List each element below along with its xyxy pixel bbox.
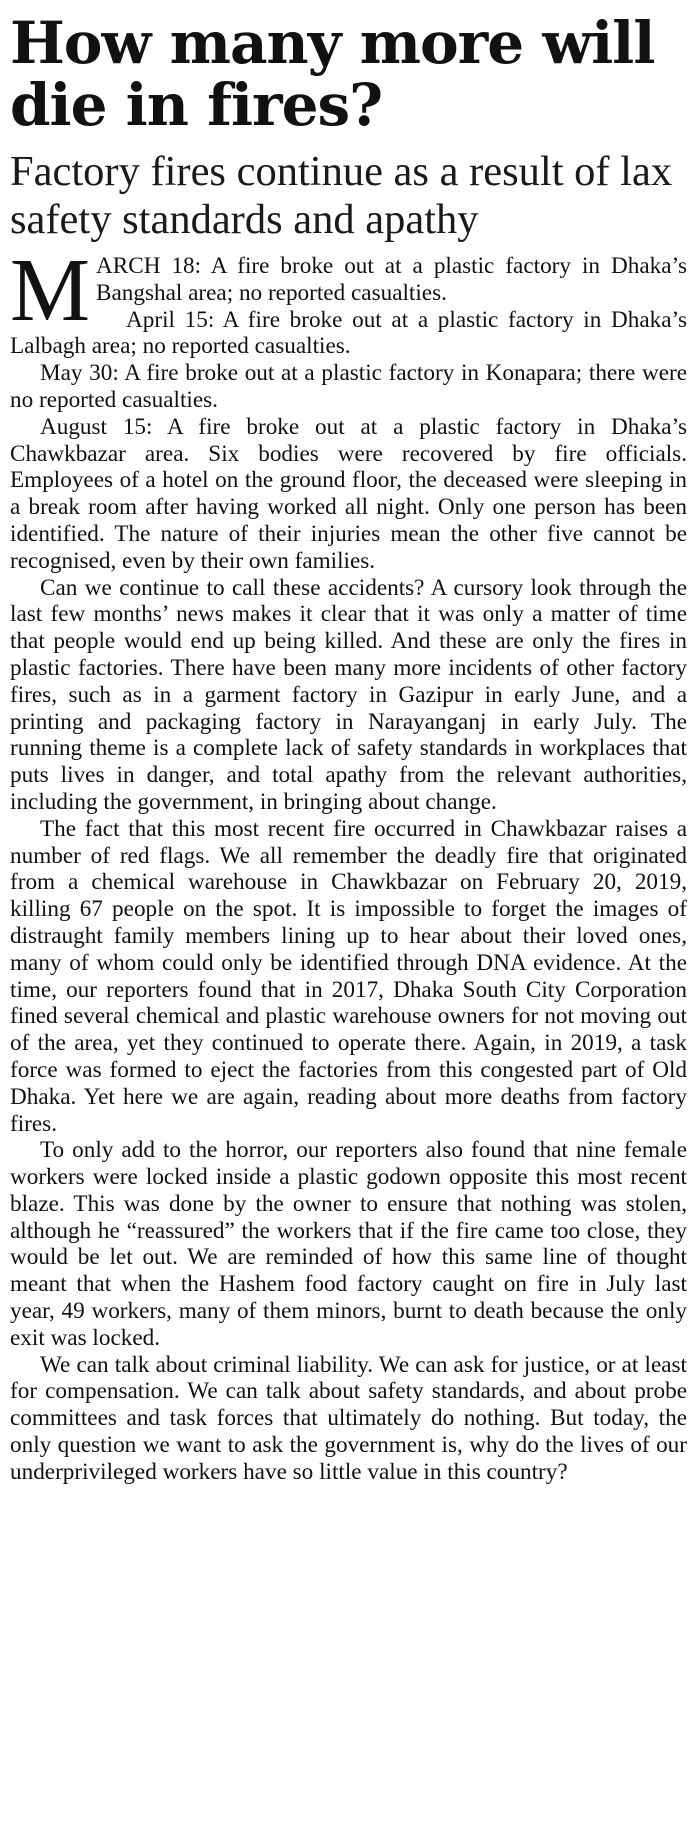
- paragraph-5: Can we continue to call these accidents? A cursory look through the last few months’ news makes it clear that it was only a matter of time that people would end up being killed. And these are only the fires in plastic factories. There have been many more incidents of other factory fires, such as in a garment factory in Gazipur in early June, and a printing and packaging factory in Narayanganj in early July. The running theme is a complete lack of safety standards in workplaces that puts lives in danger, and total apathy from the relevant authorities, including the government, in bringing about change.: [10, 574, 687, 815]
- paragraph-2: April 15: A fire broke out at a plastic factory in Dhaka’s Lalbagh area; no reported casualties.: [10, 306, 687, 360]
- paragraph-6: The fact that this most recent fire occurred in Chawkbazar raises a number of red flags. We all remember the deadly fire that originated from a chemical warehouse in Chawkbazar on February 20, 2019, killing 67 people on the spot. It is impossible to forget the images of distraught family members lining up to hear about their loved ones, many of whom could only be identified through DNA evidence. At the time, our reporters found that in 2017, Dhaka South City Corporation fined several chemical and plastic warehouse owners for not moving out of the area, yet they continued to operate there. Again, in 2019, a task force was formed to eject the factories from this congested part of Old Dhaka. Yet here we are again, reading about more deaths from factory fires.: [10, 815, 687, 1137]
- article-body: [10, 241, 687, 1486]
- editorial-article: [10, 0, 687, 1486]
- paragraph-1-text: ARCH 18: A fire broke out at a plastic factory in Dhaka’s Bangshal area; no reported casualties.: [96, 253, 687, 306]
- paragraph-3: May 30: A fire broke out at a plastic factory in Konapara; there were no reported casualties.: [10, 360, 687, 413]
- paragraph-8: We can talk about criminal liability. We can ask for justice, or at least for compensation. We can talk about safety standards, and about probe committees and task forces that ultimately do nothing. But today, the only question we want to ask the government is, why do the lives of our underprivileged workers have so little value in this country?: [10, 1351, 687, 1485]
- subheadline: Factory fires continue as a result of lax safety standards and apathy: [10, 148, 673, 243]
- paragraph-4: August 15: A fire broke out at a plastic factory in Dhaka’s Chawkbazar area. Six bodies were recovered by fire officials. Employees of a hotel on the ground floor, the deceased were sleeping in a break room after having worked all night. Only one person has been identified. The nature of their injuries mean the other five cannot be recognised, even by their own families.: [10, 413, 687, 574]
- drop-cap: M: [10, 241, 91, 340]
- headline: How many more will die in fires?: [10, 9, 655, 139]
- paragraph-7: To only add to the horror, our reporters also found that nine female workers were locked inside a plastic godown opposite this most recent blaze. This was done by the owner to ensure that nothing was stolen, although he “reassured” the workers that if the fire came too close, they would be let out. We are reminded of how this same line of thought meant that when the Hashem food factory caught on fire in July last year, 49 workers, many of them minors, burnt to death because the only exit was locked.: [10, 1137, 687, 1351]
